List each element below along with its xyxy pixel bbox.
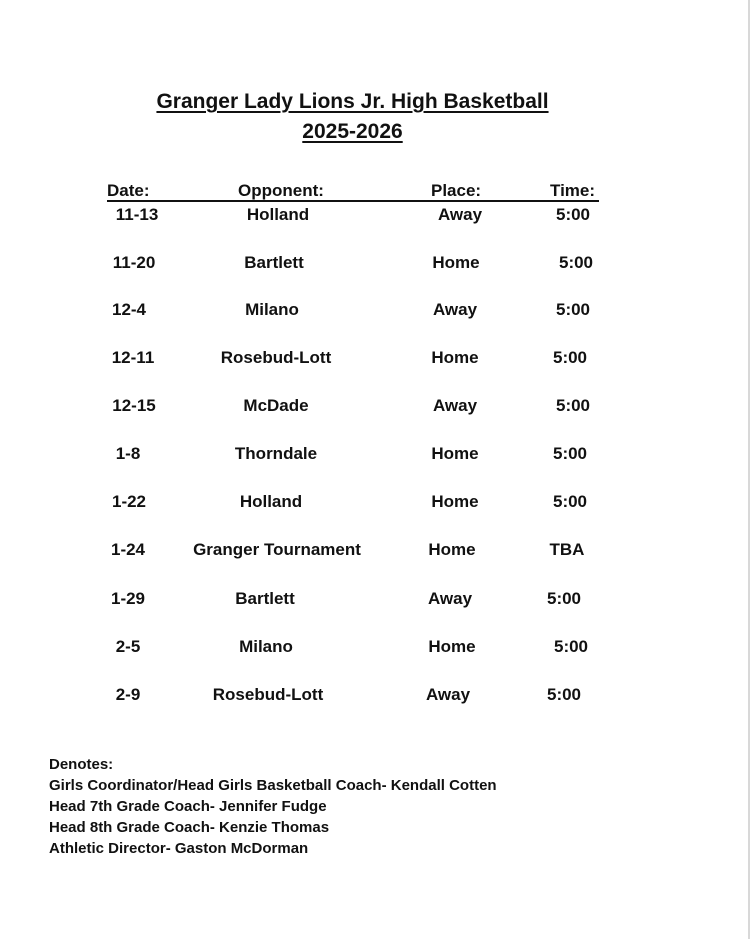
note-line: Athletic Director- Gaston McDorman xyxy=(49,840,309,857)
game-date: 11-13 xyxy=(115,205,159,224)
note-line: Head 7th Grade Coach- Jennifer Fudge xyxy=(49,798,327,815)
game-opponent: Holland xyxy=(239,492,303,511)
game-place: Home xyxy=(431,348,479,367)
game-time: 5:00 xyxy=(546,589,582,608)
game-opponent: Granger Tournament xyxy=(193,540,361,559)
game-date: 2-9 xyxy=(115,685,141,704)
game-time: 5:00 xyxy=(555,300,591,319)
game-opponent: McDade xyxy=(243,396,309,415)
game-place: Home xyxy=(431,444,479,463)
game-date: 11-20 xyxy=(112,253,156,272)
game-time: 5:00 xyxy=(555,205,591,224)
document-title: Granger Lady Lions Jr. High Basketball xyxy=(156,90,549,113)
game-place: Away xyxy=(427,589,473,608)
game-opponent: Holland xyxy=(246,205,310,224)
game-place: Home xyxy=(431,492,479,511)
game-place: Away xyxy=(437,205,483,224)
game-opponent: Milano xyxy=(245,300,299,319)
game-date: 12-11 xyxy=(111,348,155,367)
game-opponent: Thorndale xyxy=(234,444,318,463)
column-header-date: Date: xyxy=(107,181,150,200)
game-opponent: Milano xyxy=(239,637,293,656)
game-time: 5:00 xyxy=(546,685,582,704)
game-time: 5:00 xyxy=(552,444,588,463)
game-date: 2-5 xyxy=(115,637,141,656)
notes-heading: Denotes: xyxy=(49,756,114,773)
game-place: Away xyxy=(432,300,478,319)
game-date: 1-8 xyxy=(115,444,141,463)
game-time: 5:00 xyxy=(553,637,589,656)
game-place: Away xyxy=(432,396,478,415)
note-line: Girls Coordinator/Head Girls Basketball Coach- Kendall Cotten xyxy=(49,777,497,794)
game-place: Home xyxy=(428,540,476,559)
note-line: Head 8th Grade Coach- Kenzie Thomas xyxy=(49,819,330,836)
column-header-time: Time: xyxy=(550,181,596,200)
game-opponent: Rosebud-Lott xyxy=(220,348,332,367)
game-date: 1-22 xyxy=(111,492,147,511)
game-place: Home xyxy=(428,637,476,656)
game-date: 1-29 xyxy=(110,589,146,608)
game-opponent: Bartlett xyxy=(235,589,295,608)
game-opponent: Rosebud-Lott xyxy=(212,685,324,704)
staff-notes xyxy=(49,754,497,859)
header-underline xyxy=(107,200,599,202)
game-date: 12-15 xyxy=(112,396,156,415)
game-time: 5:00 xyxy=(552,348,588,367)
game-date: 1-24 xyxy=(110,540,146,559)
column-header-place: Place: xyxy=(431,181,482,200)
game-place: Home xyxy=(432,253,480,272)
game-time: 5:00 xyxy=(555,396,591,415)
game-place: Away xyxy=(425,685,471,704)
game-time: 5:00 xyxy=(552,492,588,511)
game-time: 5:00 xyxy=(558,253,594,272)
column-header-opponent: Opponent: xyxy=(238,181,324,200)
game-date: 12-4 xyxy=(111,300,147,319)
game-time: TBA xyxy=(549,540,585,559)
season-year: 2025-2026 xyxy=(302,120,403,143)
game-opponent: Bartlett xyxy=(244,253,304,272)
